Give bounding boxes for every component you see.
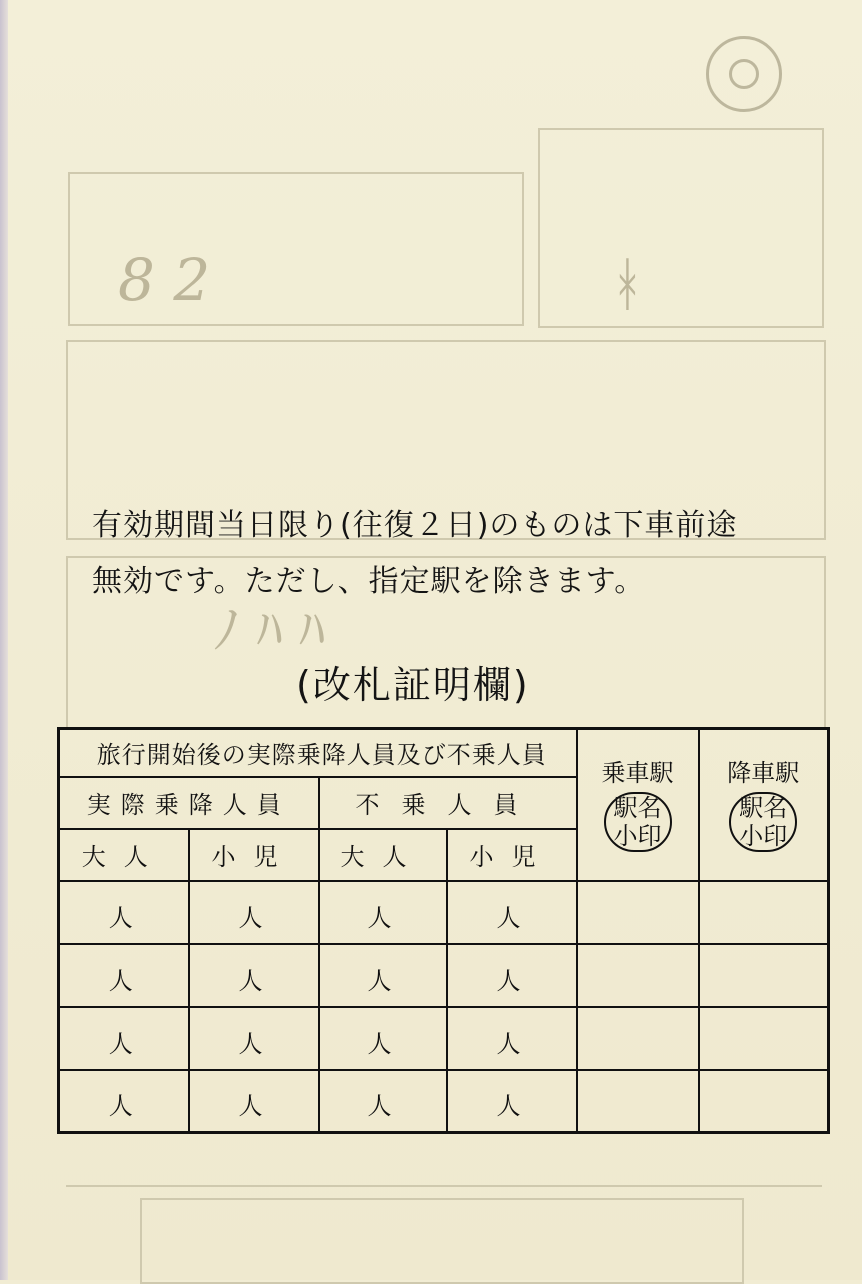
- alighting-stamp-cell[interactable]: [699, 944, 829, 1007]
- showthrough-handwriting: ﾉ ﾊ ﾊ: [214, 601, 326, 661]
- alighting-stamp-cell[interactable]: [699, 1070, 829, 1133]
- adult-count-cell[interactable]: 人: [59, 881, 189, 944]
- adult-header: 大人: [319, 829, 447, 881]
- table-row: [59, 944, 829, 1007]
- showthrough-box: [538, 128, 824, 328]
- alighting-station-label: 降車駅: [727, 758, 800, 787]
- child-count-cell[interactable]: 人: [447, 881, 577, 944]
- adult-count-cell[interactable]: 人: [59, 1070, 189, 1133]
- station-name-label: 駅名: [613, 793, 662, 822]
- non-boarding-header: 不乗人員: [319, 777, 577, 829]
- small-stamp-label: 小印: [613, 821, 662, 850]
- boarding-stamp-cell[interactable]: [577, 944, 699, 1007]
- adult-count-cell[interactable]: 人: [319, 1070, 447, 1133]
- boarding-station-header: [577, 729, 699, 881]
- showthrough-handwriting: ᚼ: [610, 250, 645, 318]
- child-header: 小児: [447, 829, 577, 881]
- adult-count-cell[interactable]: 人: [319, 944, 447, 1007]
- actual-passengers-header: 実際乗降人員: [59, 777, 319, 829]
- alighting-stamp-cell[interactable]: [699, 1007, 829, 1070]
- showthrough-box: [140, 1198, 744, 1284]
- child-count-cell[interactable]: 人: [189, 881, 319, 944]
- notice-line-2: 無効です。ただし、指定駅を除きます。: [92, 564, 646, 599]
- boarding-stamp-cell[interactable]: [577, 1070, 699, 1133]
- child-count-cell[interactable]: 人: [189, 944, 319, 1007]
- validity-notice: [92, 498, 822, 610]
- child-count-cell[interactable]: 人: [189, 1007, 319, 1070]
- table-row: [59, 1070, 829, 1133]
- adult-header: 大人: [59, 829, 189, 881]
- small-stamp-label: 小印: [739, 821, 788, 850]
- alighting-station-header: [699, 729, 829, 881]
- child-count-cell[interactable]: 人: [189, 1070, 319, 1133]
- section-title: (改札証明欄): [296, 663, 530, 707]
- ticket-inspection-table: [57, 727, 830, 1134]
- paper-edge: [0, 0, 8, 1280]
- boarding-station-stamp-label: [604, 792, 672, 852]
- alighting-station-stamp-label: [729, 792, 797, 852]
- boarding-stamp-cell[interactable]: [577, 1007, 699, 1070]
- passenger-count-header: 旅行開始後の実際乗降人員及び不乗人員: [59, 729, 577, 777]
- adult-count-cell[interactable]: 人: [59, 944, 189, 1007]
- station-name-label: 駅名: [739, 793, 788, 822]
- boarding-stamp-cell[interactable]: [577, 881, 699, 944]
- table-row: [59, 1007, 829, 1070]
- boarding-station-label: 乗車駅: [601, 758, 674, 787]
- alighting-stamp-cell[interactable]: [699, 881, 829, 944]
- child-count-cell[interactable]: 人: [447, 944, 577, 1007]
- child-count-cell[interactable]: 人: [447, 1007, 577, 1070]
- adult-count-cell[interactable]: 人: [59, 1007, 189, 1070]
- adult-count-cell[interactable]: 人: [319, 1007, 447, 1070]
- showthrough-handwriting: 8 2: [118, 246, 211, 314]
- table-row: [59, 881, 829, 944]
- notice-line-1: 有効期間当日限り(往復２日)のものは下車前途: [92, 508, 738, 543]
- child-count-cell[interactable]: 人: [447, 1070, 577, 1133]
- child-header: 小児: [189, 829, 319, 881]
- showthrough-logo-icon: [706, 36, 782, 112]
- showthrough-box: [66, 1135, 822, 1187]
- adult-count-cell[interactable]: 人: [319, 881, 447, 944]
